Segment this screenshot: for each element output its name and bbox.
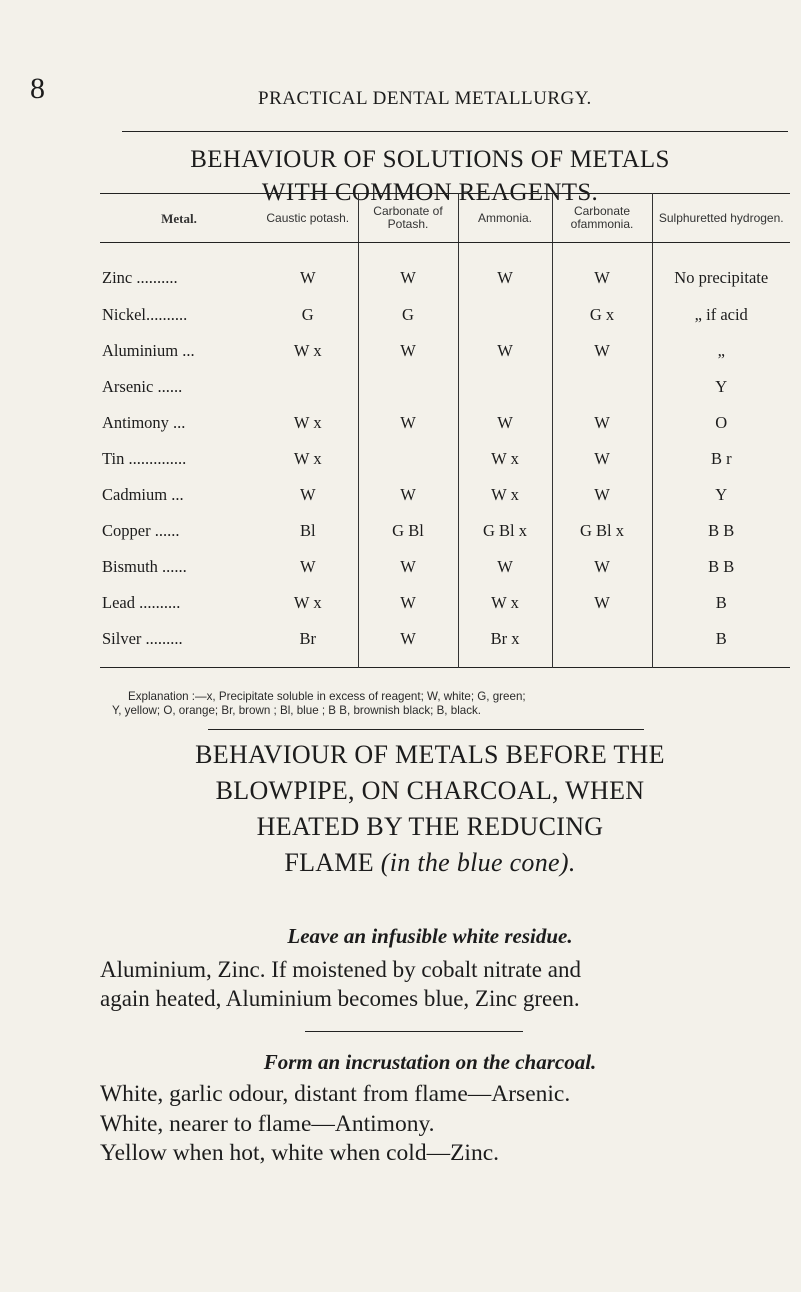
cell-caustic-potash: W <box>299 485 316 504</box>
explanation-line1: Explanation :—x, Precipitate soluble in excess of reagent; W, white; G, green; <box>128 690 526 703</box>
explanation-line2: Y, yellow; O, orange; Br, brown ; Bl, blue ; B B, brownish black; B, black. <box>112 704 482 717</box>
section2-title-line3: HEATED BY THE REDUCING <box>256 812 604 841</box>
cell-sulphuretted-hydrogen: B <box>652 585 790 621</box>
cell-ammonia: G Bl x <box>458 513 552 549</box>
header-rule <box>122 131 788 132</box>
cell-ammonia: W <box>458 243 552 298</box>
cell-caustic-potash <box>258 369 358 405</box>
cell-carbonate-ammonia: W <box>552 243 652 298</box>
cell-caustic-potash: W x <box>293 593 322 612</box>
cell-carbonate-potash: W <box>358 585 458 621</box>
cell-sulphuretted-hydrogen: O <box>652 405 790 441</box>
cell-caustic-potash: W x <box>293 449 322 468</box>
cell-ammonia <box>458 297 552 333</box>
cell-sulphuretted-hydrogen: „ if acid <box>652 297 790 333</box>
cell-carbonate-ammonia <box>552 369 652 405</box>
cell-carbonate-potash <box>358 369 458 405</box>
table-row <box>100 585 790 621</box>
cell-sulphuretted-hydrogen: Y <box>652 369 790 405</box>
residue-line2: again heated, Aluminium becomes blue, Zinc green. <box>100 986 580 1011</box>
cell-carbonate-potash: W <box>358 333 458 369</box>
metal-name: Tin .............. <box>102 449 187 468</box>
cell-ammonia: W <box>458 405 552 441</box>
section2-title-line4-italic: (in the blue cone). <box>380 848 576 877</box>
cell-sulphuretted-hydrogen: „ <box>652 333 790 369</box>
cell-caustic-potash: Br <box>299 629 316 648</box>
metal-name: Lead .......... <box>102 593 181 612</box>
table-header-row <box>100 194 790 243</box>
cell-caustic-potash: Bl <box>299 521 316 540</box>
cell-carbonate-potash: W <box>358 405 458 441</box>
cell-ammonia: W x <box>458 441 552 477</box>
cell-carbonate-potash: G <box>358 297 458 333</box>
section1-title-line2: WITH COMMON REAGENTS. <box>261 179 599 206</box>
section2-title <box>100 737 760 881</box>
col-header-carbonate-potash: Carbonate of Potash. <box>358 194 458 243</box>
cell-carbonate-ammonia: W <box>552 549 652 585</box>
cell-ammonia: Br x <box>458 621 552 668</box>
cell-carbonate-potash: W <box>358 621 458 668</box>
section2-title-line4-main: FLAME <box>284 848 381 877</box>
metal-name: Nickel.......... <box>102 305 188 324</box>
cell-ammonia <box>458 369 552 405</box>
cell-caustic-potash: G <box>301 305 314 324</box>
cell-carbonate-potash <box>358 441 458 477</box>
cell-carbonate-ammonia: G x <box>552 297 652 333</box>
table-row <box>100 405 790 441</box>
running-title: PRACTICAL DENTAL METALLURGY. <box>258 88 592 109</box>
cell-carbonate-potash: W <box>358 549 458 585</box>
residue-heading: Leave an infusible white residue. <box>287 924 573 948</box>
metal-name: Cadmium ... <box>102 485 184 504</box>
cell-ammonia: W <box>458 333 552 369</box>
cell-sulphuretted-hydrogen: B r <box>652 441 790 477</box>
cell-sulphuretted-hydrogen: Y <box>652 477 790 513</box>
col-header-carbonate-ammonia: Carbonate ofammonia. <box>552 194 652 243</box>
metal-name: Aluminium ... <box>102 341 195 360</box>
section1-title-line1: BEHAVIOUR OF SOLUTIONS OF METALS <box>190 146 670 173</box>
cell-carbonate-potash: W <box>358 243 458 298</box>
table-row <box>100 369 790 405</box>
cell-caustic-potash: W x <box>293 413 322 432</box>
table-row <box>100 297 790 333</box>
cell-caustic-potash: W x <box>293 341 322 360</box>
incrustation-heading: Form an incrustation on the charcoal. <box>263 1050 597 1074</box>
cell-caustic-potash: W <box>299 557 316 576</box>
reagents-table <box>100 193 790 668</box>
col-header-metal: Metal. <box>100 194 258 243</box>
cell-carbonate-ammonia: G Bl x <box>552 513 652 549</box>
cell-sulphuretted-hydrogen: No precipitate <box>652 243 790 298</box>
table-row <box>100 549 790 585</box>
table-row <box>100 621 790 668</box>
cell-carbonate-ammonia: W <box>552 333 652 369</box>
residue-line1: Aluminium, Zinc. If moistened by cobalt nitrate and <box>100 957 581 982</box>
col-header-ammonia: Ammonia. <box>458 194 552 243</box>
cell-carbonate-ammonia: W <box>552 585 652 621</box>
cell-carbonate-ammonia <box>552 621 652 668</box>
table-row <box>100 333 790 369</box>
cell-sulphuretted-hydrogen: B <box>652 621 790 668</box>
section2-title-line4 <box>100 845 760 881</box>
section2-title-line2: BLOWPIPE, ON CHARCOAL, WHEN <box>215 776 645 805</box>
residue-rule <box>305 1031 523 1032</box>
table-row <box>100 243 790 298</box>
cell-carbonate-potash: G Bl <box>358 513 458 549</box>
incrustation-line1: White, garlic odour, distant from flame—Arsenic. <box>100 1081 571 1107</box>
table-row <box>100 441 790 477</box>
cell-caustic-potash: W <box>299 268 316 287</box>
metal-name: Zinc .......... <box>102 268 178 287</box>
metal-name: Silver ......... <box>102 629 183 648</box>
cell-sulphuretted-hydrogen: B B <box>652 549 790 585</box>
metal-name: Copper ...... <box>102 521 180 540</box>
residue-text <box>100 955 790 1013</box>
cell-carbonate-ammonia: W <box>552 477 652 513</box>
cell-ammonia: W x <box>458 477 552 513</box>
cell-carbonate-ammonia: W <box>552 405 652 441</box>
cell-carbonate-ammonia: W <box>552 441 652 477</box>
col-header-caustic-potash: Caustic potash. <box>258 194 358 243</box>
explanation-rule <box>208 729 644 730</box>
cell-ammonia: W x <box>458 585 552 621</box>
cell-carbonate-potash: W <box>358 477 458 513</box>
incrustation-line2: White, nearer to flame—Antimony. <box>100 1110 435 1137</box>
metal-name: Antimony ... <box>102 413 186 432</box>
table-row <box>100 513 790 549</box>
incrustation-text <box>100 1080 790 1169</box>
section2-title-line1: BEHAVIOUR OF METALS BEFORE THE <box>195 740 665 769</box>
col-header-sulphuretted-hydrogen: Sulphuretted hydrogen. <box>652 194 790 243</box>
metal-name: Arsenic ...... <box>102 377 183 396</box>
page-number: 8 <box>30 72 45 105</box>
metal-name: Bismuth ...... <box>102 557 187 576</box>
cell-sulphuretted-hydrogen: B B <box>652 513 790 549</box>
table-row <box>100 477 790 513</box>
table-explanation <box>112 690 801 718</box>
incrustation-line3: Yellow when hot, white when cold—Zinc. <box>100 1140 500 1166</box>
cell-ammonia: W <box>458 549 552 585</box>
